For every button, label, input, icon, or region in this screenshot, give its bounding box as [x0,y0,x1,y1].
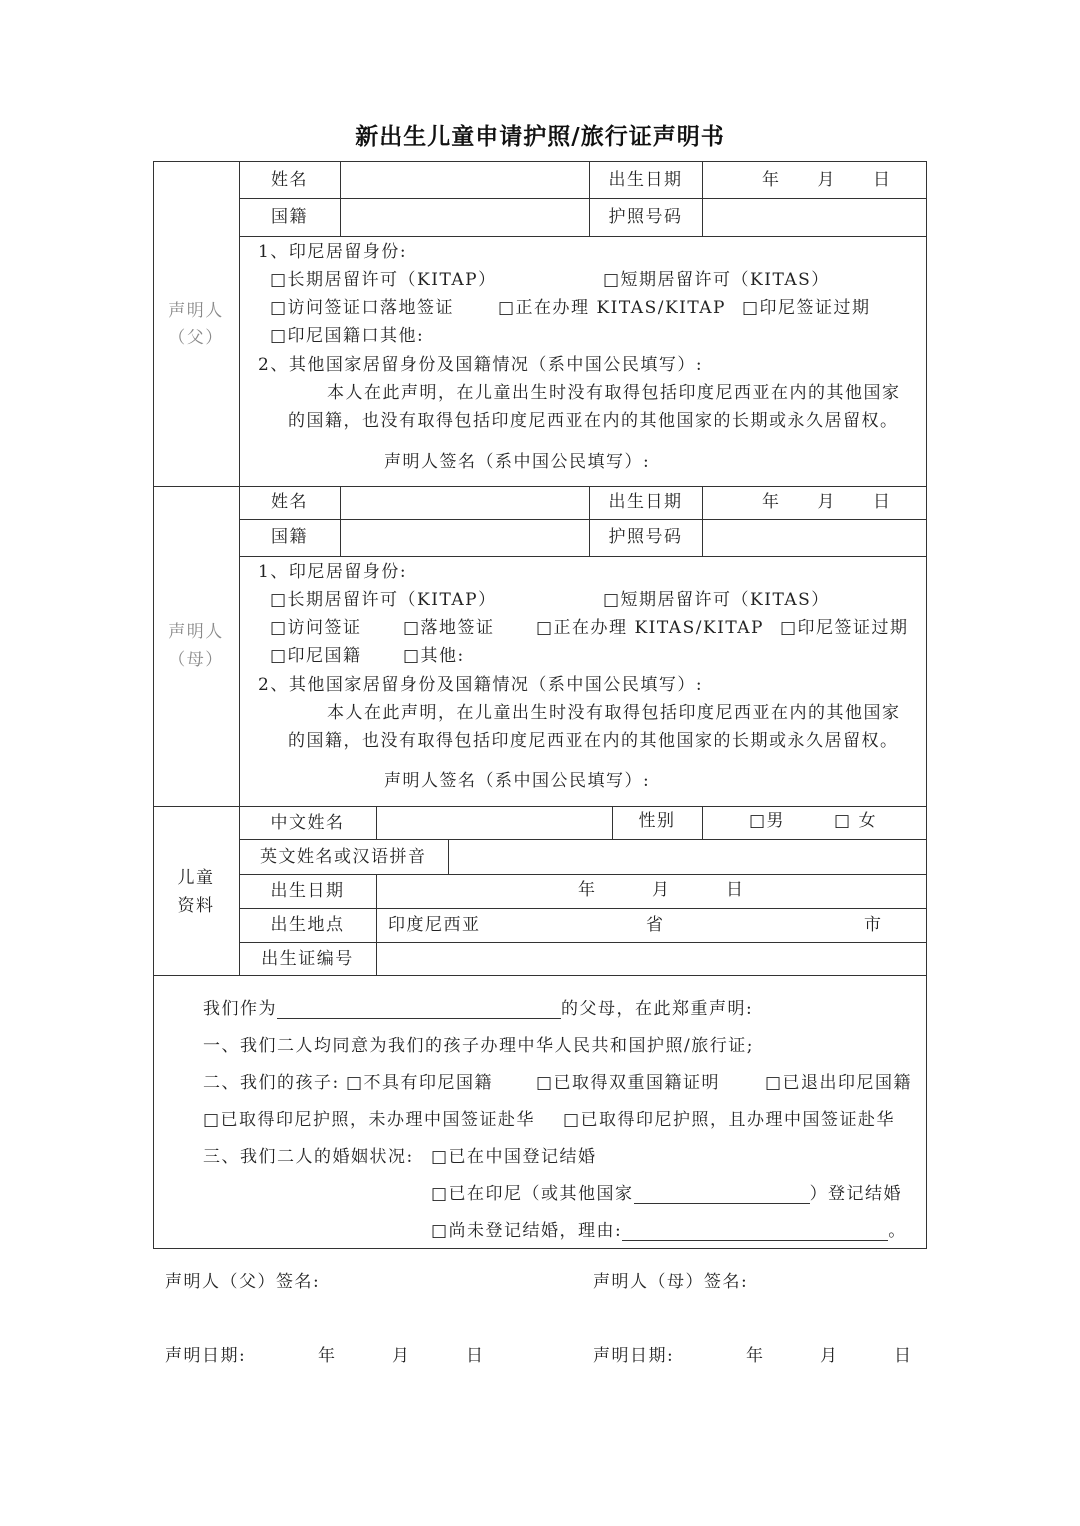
father-signature-label: 声明人签名（系中国公民填写）: [384,452,651,472]
father-name-label: 姓名 [271,170,308,190]
father-declaration-line2: 的国籍，也没有取得包括印度尼西亚在内的其他国家的长期或永久居留权。 [288,411,899,431]
father-passport-field[interactable] [703,199,926,235]
mother-side-label-sub: （母） [168,650,224,670]
child-dob-field[interactable]: 年 月 日 [578,880,745,900]
father-name-field[interactable] [341,162,588,197]
country-blank[interactable] [634,1185,810,1204]
child-side-label-sub: 资料 [177,896,215,916]
parents-line3-label: 二、我们的孩子: [203,1073,340,1093]
mother-name-label: 姓名 [271,492,308,512]
mother-dob-label: 出生日期 [608,492,683,512]
mother-opt-voa[interactable]: □落地签证 [403,618,495,638]
parents-line2: 一、我们二人均同意为我们的孩子办理中华人民共和国护照/旅行证; [203,1036,754,1056]
mother-opt-expired[interactable]: □印尼签证过期 [780,618,909,638]
mother-signature[interactable]: 声明人（母）签名: [593,1272,749,1292]
mother-other-heading: 2、其他国家居留身份及国籍情况（系中国公民填写）: [258,675,704,695]
child-cert-no-field[interactable] [377,943,926,974]
father-residency-heading: 1、印尼居留身份: [258,242,408,262]
opt-indo-passport-no-visa[interactable]: □已取得印尼护照，未办理中国签证赴华 [203,1110,536,1130]
child-name-blank[interactable] [277,1000,561,1019]
mother-opt-visit[interactable]: □访问签证 [270,618,362,638]
mother-opt-kitas[interactable]: □短期居留许可（KITAS） [603,590,830,610]
child-cn-name-label: 中文姓名 [270,813,345,833]
child-dob-label: 出生日期 [270,881,345,901]
child-cn-name-field[interactable] [377,807,611,838]
child-side-label: 儿童 [177,868,215,888]
child-en-name-field[interactable] [449,840,926,873]
father-nationality-label: 国籍 [271,207,308,227]
opt-not-married[interactable]: □尚未登记结婚，理由: 。 [431,1221,907,1241]
child-gender-female[interactable]: □ 女 [834,811,877,831]
opt-dual-nationality[interactable]: □已取得双重国籍证明 [536,1073,721,1093]
opt-renounced-indo[interactable]: □已退出印尼国籍 [765,1073,913,1093]
mother-nationality-field[interactable] [341,520,588,555]
child-gender-male[interactable]: □男 [749,811,786,831]
mother-date-field[interactable]: 年 月 日 [746,1346,913,1366]
child-cert-no-label: 出生证编号 [261,949,354,969]
divider [239,161,240,975]
reason-blank[interactable] [622,1222,888,1241]
opt-married-indonesia[interactable]: □已在印尼（或其他国家 ）登记结婚 [431,1184,903,1204]
father-opt-kitap[interactable]: □长期居留许可（KITAP） [270,270,497,290]
child-birthplace-city: 市 [864,915,883,935]
parents-line1: 我们作为 的父母，在此郑重声明: [203,999,754,1019]
mother-name-field[interactable] [341,487,588,518]
father-signature[interactable]: 声明人（父）签名: [165,1272,321,1292]
opt-indo-passport-with-visa[interactable]: □已取得印尼护照，且办理中国签证赴华 [563,1110,896,1130]
mother-residency-heading: 1、印尼居留身份: [258,562,408,582]
mother-signature-label: 声明人签名（系中国公民填写）: [384,771,651,791]
father-declaration-line1: 本人在此声明，在儿童出生时没有取得包括印度尼西亚在内的其他国家 [327,383,901,403]
mother-declaration-line1: 本人在此声明，在儿童出生时没有取得包括印度尼西亚在内的其他国家 [327,703,901,723]
mother-opt-kitap[interactable]: □长期居留许可（KITAP） [270,590,497,610]
opt-married-china[interactable]: □已在中国登记结婚 [431,1147,597,1167]
child-en-name-label: 英文姓名或汉语拼音 [260,847,427,867]
father-date-label: 声明日期: [165,1346,247,1366]
father-side-label-sub: （父） [168,328,224,348]
mother-side-label: 声明人 [168,622,224,642]
mother-passport-field[interactable] [703,520,926,555]
father-opt-indo-other[interactable]: □印尼国籍口其他: [270,326,425,346]
father-dob-label: 出生日期 [608,170,683,190]
opt-no-indo-nationality[interactable]: □不具有印尼国籍 [346,1073,494,1093]
marriage-label: 三、我们二人的婚姻状况: [203,1147,414,1167]
mother-declaration-line2: 的国籍，也没有取得包括印度尼西亚在内的其他国家的长期或永久居留权。 [288,731,899,751]
father-opt-visit-voa[interactable]: □访问签证口落地签证 [270,298,455,318]
father-date-field[interactable]: 年 月 日 [318,1346,485,1366]
form-title: 新出生儿童申请护照/旅行证声明书 [355,124,725,150]
father-nationality-field[interactable] [341,199,588,235]
child-birthplace-province: 省 [646,915,665,935]
mother-passport-label: 护照号码 [608,527,683,547]
mother-date-label: 声明日期: [593,1346,675,1366]
father-dob-field[interactable]: 年 月 日 [762,170,892,190]
mother-nationality-label: 国籍 [271,527,308,547]
child-gender-label: 性别 [638,811,676,831]
divider [153,975,927,976]
mother-opt-other[interactable]: □其他: [403,646,465,666]
father-opt-processing[interactable]: □正在办理 KITAS/KITAP [498,298,726,318]
mother-opt-indo[interactable]: □印尼国籍 [270,646,362,666]
child-birthplace-label: 出生地点 [270,915,345,935]
child-birthplace-country: 印度尼西亚 [388,915,481,935]
mother-dob-field[interactable]: 年 月 日 [762,492,892,512]
father-other-heading: 2、其他国家居留身份及国籍情况（系中国公民填写）: [258,355,704,375]
father-opt-expired[interactable]: □印尼签证过期 [742,298,871,318]
father-side-label: 声明人 [168,301,224,321]
father-opt-kitas[interactable]: □短期居留许可（KITAS） [603,270,830,290]
mother-opt-processing[interactable]: □正在办理 KITAS/KITAP [536,618,764,638]
father-passport-label: 护照号码 [608,207,683,227]
